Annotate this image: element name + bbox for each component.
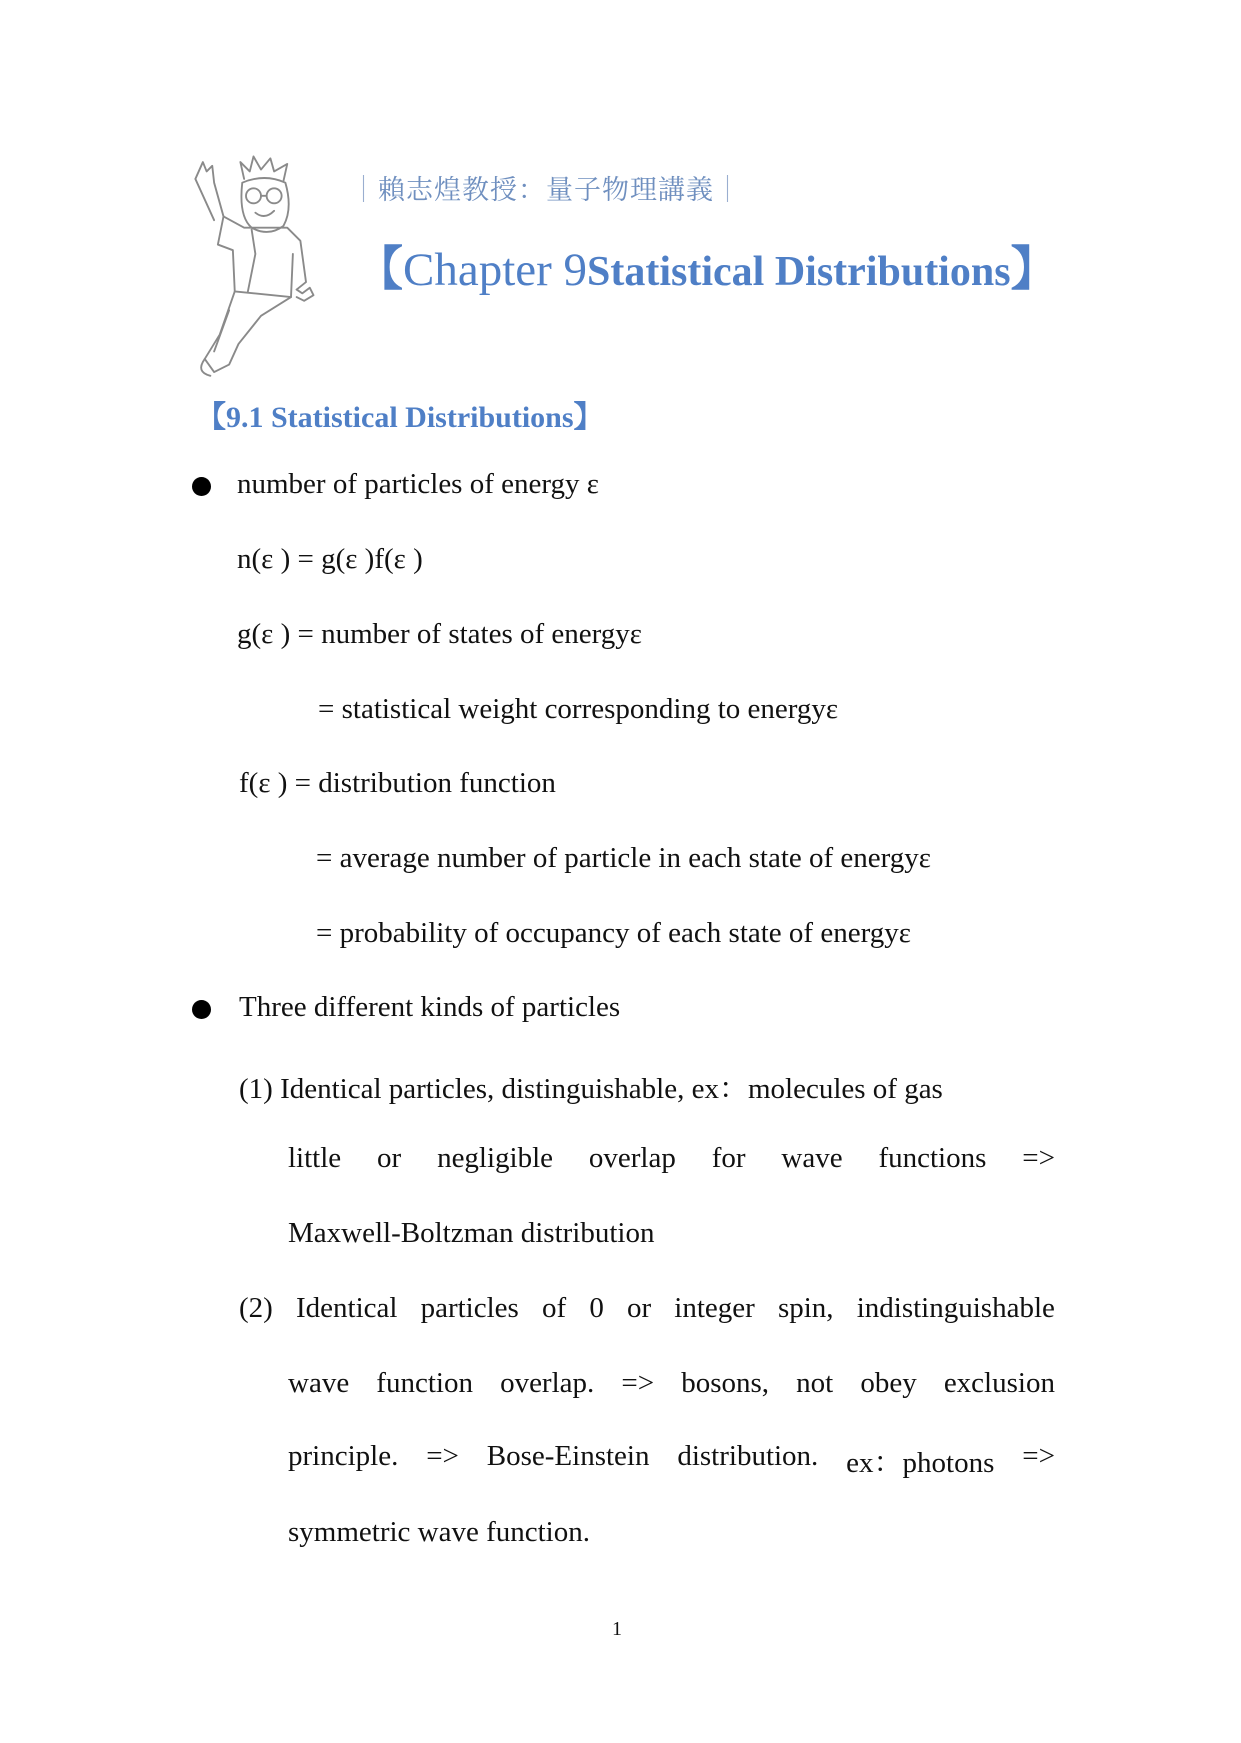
word: => xyxy=(426,1440,459,1472)
word: or xyxy=(377,1142,402,1174)
word: integer xyxy=(674,1292,755,1324)
header-bar-right: ｜ xyxy=(714,175,742,206)
word: wave xyxy=(781,1142,843,1174)
lecture-header xyxy=(350,168,742,207)
word: overlap xyxy=(588,1142,676,1174)
item1-line2 xyxy=(288,1142,1055,1175)
page-number: 1 xyxy=(612,1618,622,1640)
equation-n: n(ε ) = g(ε )f(ε ) xyxy=(237,543,423,575)
word: => xyxy=(1022,1440,1055,1472)
word: => xyxy=(1022,1142,1055,1174)
word: => xyxy=(621,1367,655,1399)
professor-cartoon-icon xyxy=(186,148,336,388)
word: spin, xyxy=(777,1292,834,1324)
word: wave xyxy=(288,1367,350,1399)
chapter-close-bracket: 】 xyxy=(1010,242,1058,297)
equation-f: f(ε ) = distribution function xyxy=(239,767,556,799)
word: 0 xyxy=(589,1292,604,1324)
word: exclusion xyxy=(943,1367,1055,1399)
word: obey xyxy=(860,1367,917,1399)
item2-line1 xyxy=(239,1292,1055,1325)
word: not xyxy=(796,1367,834,1399)
lecture-title: 賴志煌教授：量子物理講義 xyxy=(378,175,714,206)
item2-line2 xyxy=(288,1367,1055,1400)
chapter-open-bracket: 【 xyxy=(356,242,403,297)
equation-g-weight: = statistical weight corresponding to energyε xyxy=(318,693,839,725)
item1-line3: Maxwell-Boltzman distribution xyxy=(288,1217,655,1249)
word: particles xyxy=(420,1292,519,1324)
word: bosons, xyxy=(681,1367,770,1399)
word: Bose-Einstein xyxy=(486,1440,650,1472)
item1-line1: (1) Identical particles, distinguishable, ex：molecules of gas xyxy=(239,1073,943,1105)
item2-line3 xyxy=(288,1440,1055,1481)
section-heading: 【9.1 Statistical Distributions】 xyxy=(196,401,604,434)
word: negligible xyxy=(437,1142,554,1174)
word: little xyxy=(288,1142,342,1174)
word: distribution. xyxy=(677,1440,819,1472)
equation-f-probability: = probability of occupancy of each state of energyε xyxy=(316,917,911,949)
word: Identical xyxy=(295,1292,398,1324)
chapter-title xyxy=(356,232,1058,299)
item2-line4: symmetric wave function. xyxy=(288,1516,590,1548)
word: for xyxy=(711,1142,746,1174)
word: overlap. xyxy=(500,1367,595,1399)
bullet-text-particles-of-energy: number of particles of energy ε xyxy=(237,468,599,500)
word: (2) xyxy=(239,1292,273,1324)
bullet-icon xyxy=(192,477,211,496)
word: principle. xyxy=(288,1440,399,1472)
word: of xyxy=(541,1292,567,1324)
bullet-text-three-kinds: Three different kinds of particles xyxy=(239,991,621,1023)
equation-g: g(ε ) = number of states of energyε xyxy=(237,618,642,650)
equation-f-average: = average number of particle in each state of energyε xyxy=(316,842,931,874)
bullet-icon xyxy=(192,1000,211,1019)
word: functions xyxy=(878,1142,987,1174)
chapter-prefix: Chapter 9 xyxy=(403,244,588,296)
word: indistinguishable xyxy=(856,1292,1055,1324)
word: function xyxy=(376,1367,473,1399)
word: ex：photons xyxy=(846,1447,995,1479)
header-bar-left: ｜ xyxy=(350,175,378,206)
word: or xyxy=(626,1292,652,1324)
chapter-name: Statistical Distributions xyxy=(587,249,1011,295)
